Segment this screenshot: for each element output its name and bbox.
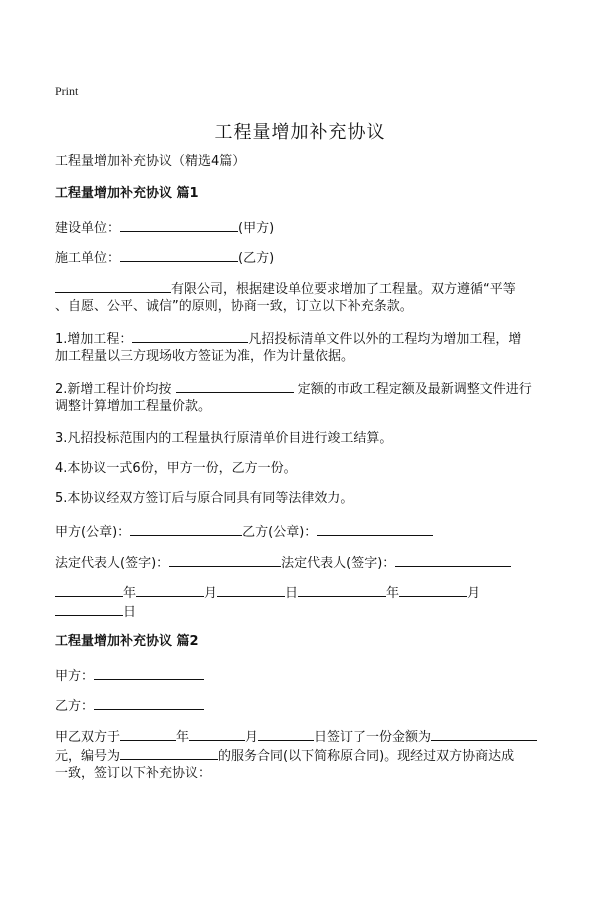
- s2-para-prefix: 甲乙双方于: [55, 730, 121, 745]
- rep-a-blank[interactable]: [169, 553, 281, 567]
- s2-day-blank[interactable]: [258, 727, 314, 741]
- contractor-unit-blank[interactable]: [120, 248, 238, 262]
- item-2-line-2: 调整计算增加工程量价款。: [55, 399, 212, 414]
- contractor-unit-label: 施工单位：: [55, 251, 121, 266]
- item-1-line-1: [55, 329, 521, 349]
- s2-party-b-label: 乙方：: [55, 699, 95, 714]
- s2-party-b-line: [55, 696, 204, 716]
- seal-line: [55, 522, 433, 542]
- seal-b-blank[interactable]: [317, 522, 433, 536]
- year-blank-b[interactable]: [298, 583, 386, 597]
- rep-b-blank[interactable]: [395, 553, 511, 567]
- item-2-text: 定额的市政工程定额及最新调整文件进行: [297, 382, 532, 397]
- intro-text-1: 有限公司，根据建设单位要求增加了工程量。双方遵循“平等: [171, 282, 516, 297]
- s2-month-label: 月: [245, 730, 259, 745]
- s2-para-line-2: [55, 746, 514, 766]
- day-label-b: 日: [123, 605, 137, 620]
- item-2-line-1: [55, 379, 532, 399]
- month-blank-a[interactable]: [136, 583, 204, 597]
- item-4: 4.本协议一式6份，甲方一份，乙方一份。: [55, 461, 297, 476]
- party-b-suffix: (乙方): [238, 251, 275, 266]
- day-blank-a[interactable]: [217, 583, 285, 597]
- company-name-blank[interactable]: [55, 279, 171, 293]
- year-label-a: 年: [123, 586, 137, 601]
- day-blank-b[interactable]: [55, 602, 123, 616]
- section1-heading: 工程量增加补充协议 篇1: [55, 186, 199, 201]
- s2-party-a-label: 甲方：: [55, 669, 95, 684]
- item-2-blank[interactable]: [176, 379, 294, 393]
- item-5: 5.本协议经双方签订后与原合同具有同等法律效力。: [55, 491, 354, 506]
- item-1-line-2: 加工程量以三方现场收方签证为准，作为计量依据。: [55, 349, 355, 364]
- s2-amount-blank[interactable]: [431, 727, 537, 741]
- date-line-1: [55, 583, 480, 603]
- s2-month-blank[interactable]: [189, 727, 245, 741]
- seal-a-blank[interactable]: [130, 522, 242, 536]
- month-label-a: 月: [204, 586, 218, 601]
- month-blank-b[interactable]: [399, 583, 467, 597]
- item-1-prefix: 1.增加工程：: [55, 332, 133, 347]
- s2-para-line2-text: 的服务合同(以下简称原合同)。现经过双方协商达成: [218, 749, 515, 764]
- construction-unit-label: 建设单位：: [55, 221, 121, 236]
- party-a-suffix: (甲方): [238, 221, 275, 236]
- s2-contract-no-blank[interactable]: [120, 746, 218, 760]
- s2-party-a-blank[interactable]: [94, 666, 204, 680]
- s2-day-sign-text: 日签订了一份金额为: [314, 730, 432, 745]
- document-title: 工程量增加补充协议: [214, 122, 386, 143]
- contractor-unit-line: [55, 248, 274, 268]
- s2-para-line-1: [55, 727, 537, 747]
- intro-line-1: [55, 279, 516, 299]
- month-label-b: 月: [467, 586, 481, 601]
- s2-year-label: 年: [176, 730, 190, 745]
- item-1-text: 凡招投标清单文件以外的工程均为增加工程，增: [248, 332, 522, 347]
- construction-unit-blank[interactable]: [120, 218, 238, 232]
- seal-a-label: 甲方(公章)：: [55, 525, 131, 540]
- rep-b-label: 法定代表人(签字)：: [281, 556, 396, 571]
- year-blank-a[interactable]: [55, 583, 123, 597]
- document-subtitle: 工程量增加补充协议（精选4篇）: [55, 154, 246, 169]
- s2-party-b-blank[interactable]: [94, 696, 204, 710]
- year-label-b: 年: [386, 586, 400, 601]
- section2-heading: 工程量增加补充协议 篇2: [55, 634, 199, 649]
- s2-para-line2-prefix: 元，编号为: [55, 749, 121, 764]
- day-label-a: 日: [285, 586, 299, 601]
- construction-unit-line: [55, 218, 274, 238]
- print-label: Print: [55, 84, 79, 98]
- s2-para-line-3: 一致，签订以下补充协议：: [55, 766, 212, 781]
- seal-b-label: 乙方(公章)：: [242, 525, 318, 540]
- rep-a-label: 法定代表人(签字)：: [55, 556, 170, 571]
- s2-party-a-line: [55, 666, 204, 686]
- date-line-2: [55, 602, 136, 622]
- s2-year-blank[interactable]: [120, 727, 176, 741]
- intro-line-2: 、自愿、公平、诚信”的原则，协商一致，订立以下补充条款。: [55, 299, 413, 314]
- item-1-blank[interactable]: [132, 329, 248, 343]
- representative-line: [55, 553, 511, 573]
- item-3: 3.凡招投标范围内的工程量执行原清单价目进行竣工结算。: [55, 431, 393, 446]
- item-2-prefix: 2.新增工程计价均按: [55, 382, 172, 397]
